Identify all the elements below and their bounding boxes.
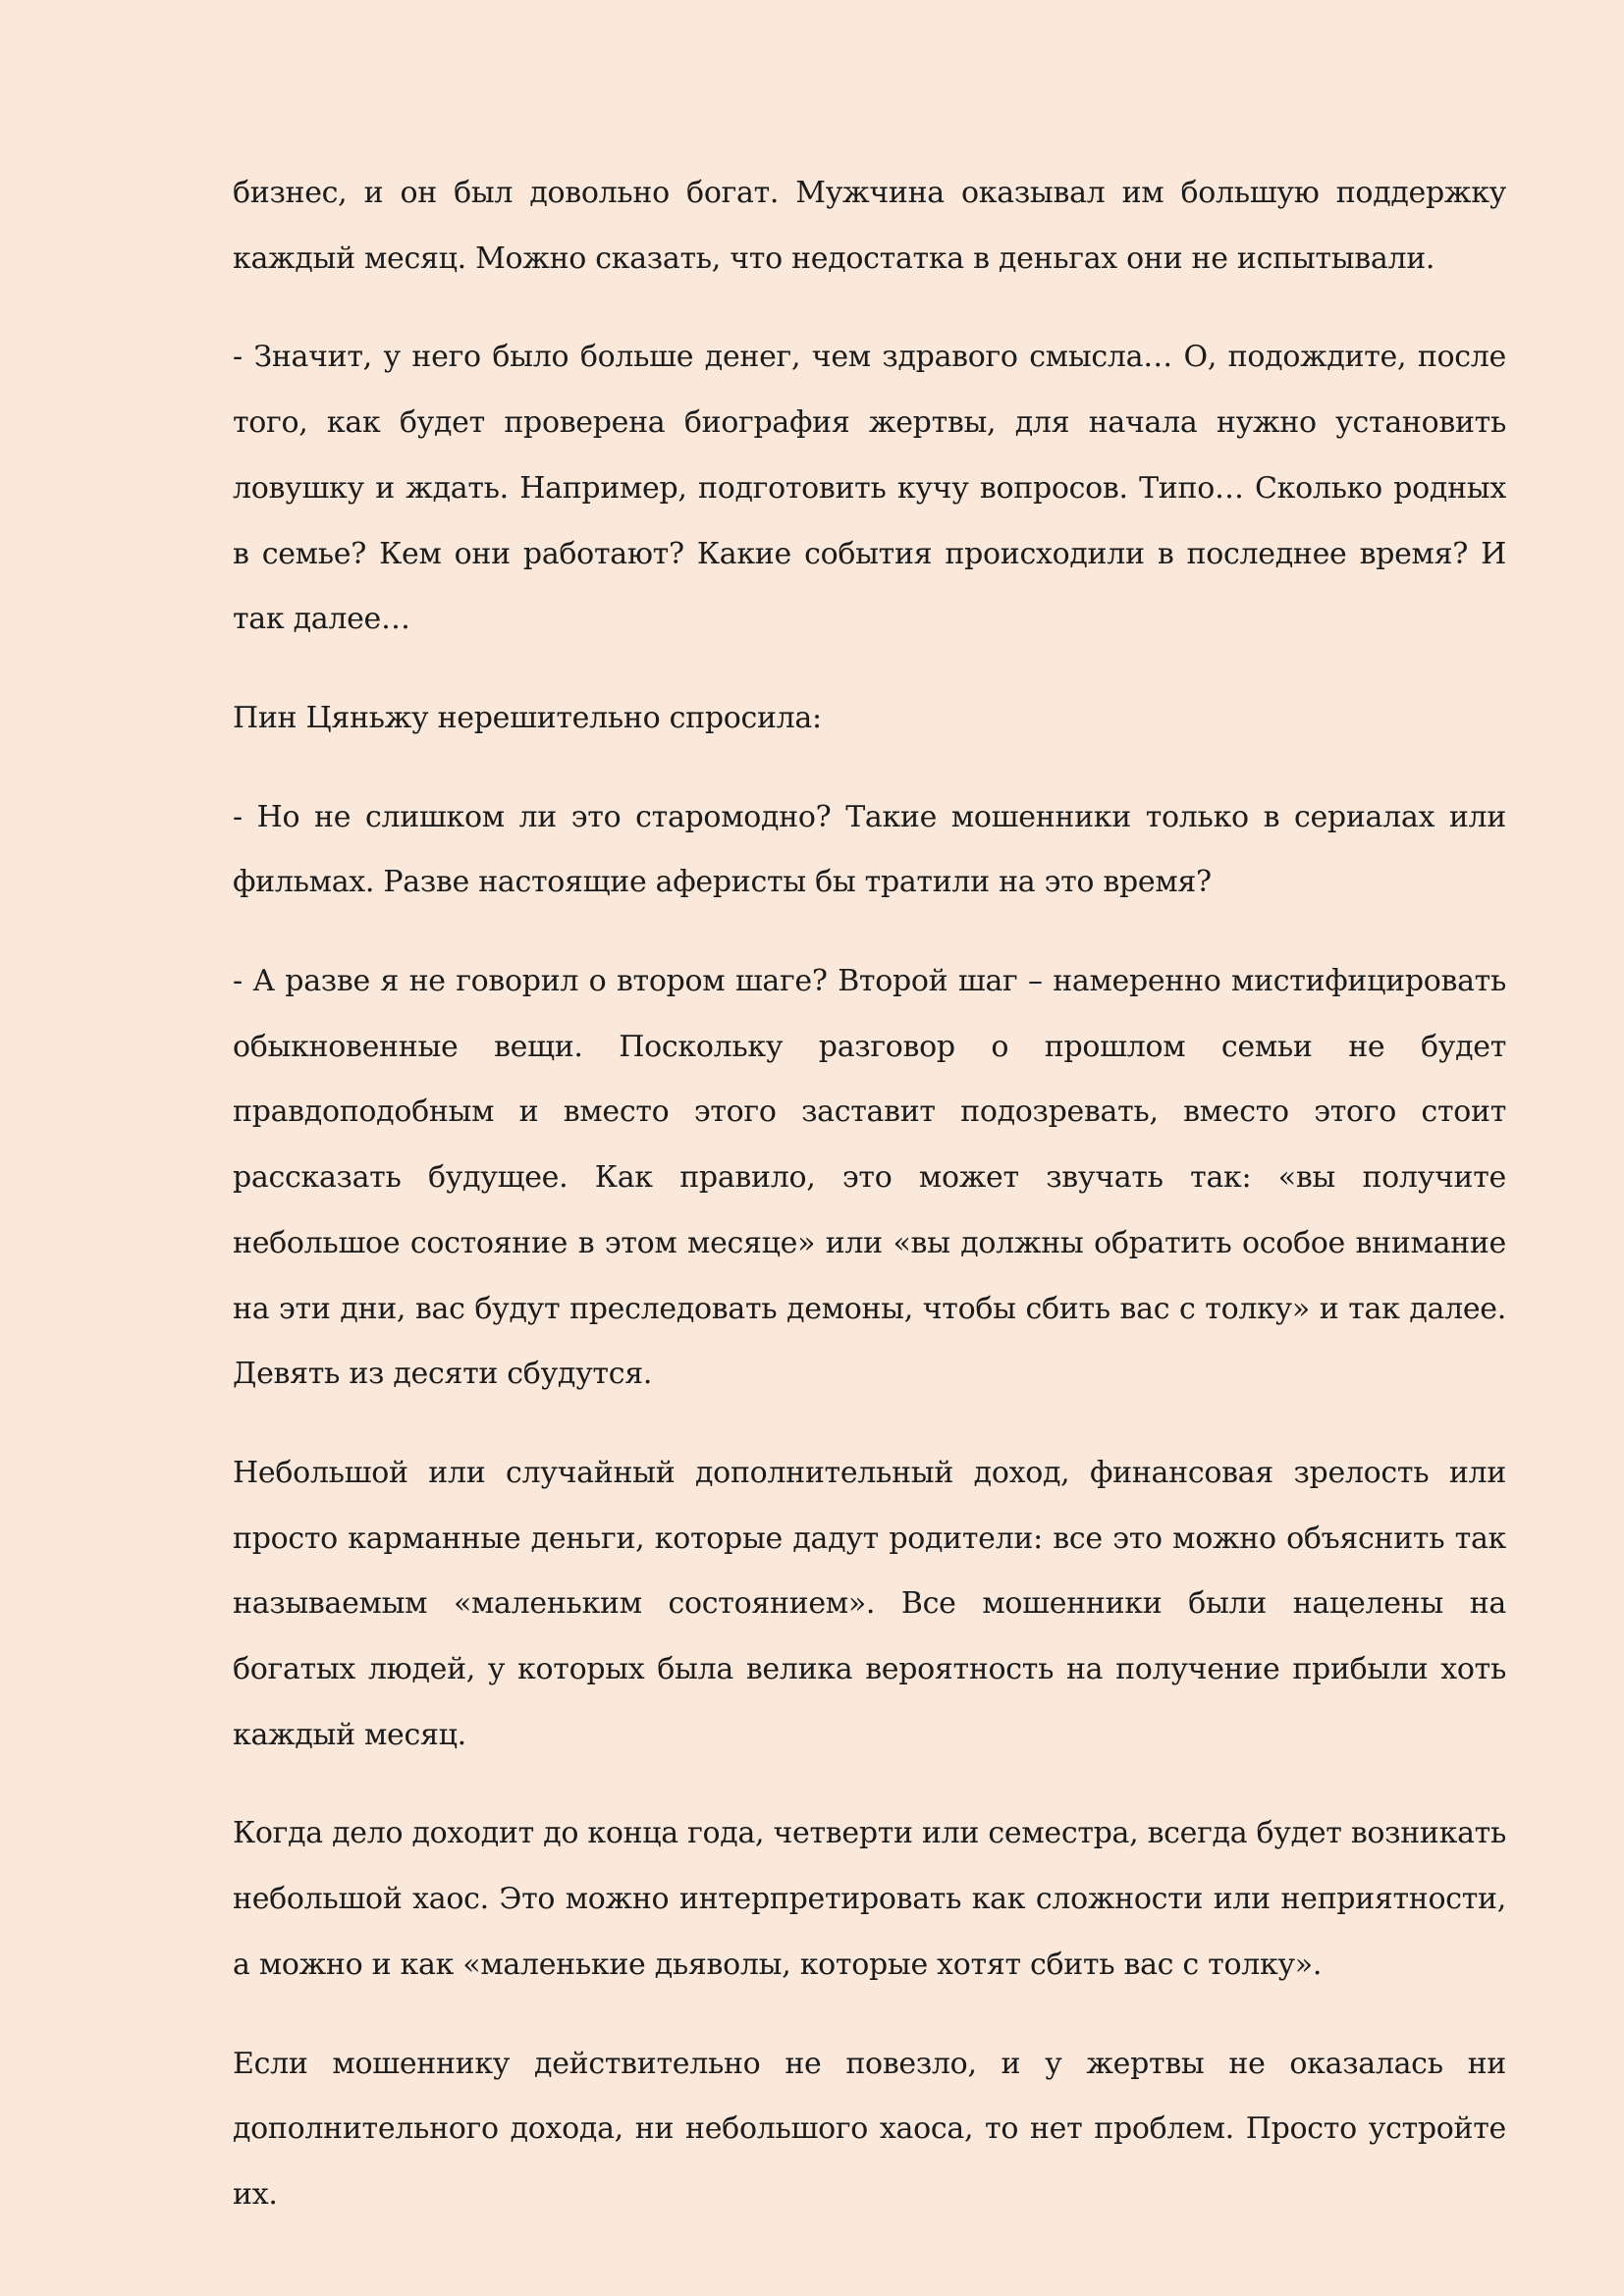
paragraph-1: бизнес, и он был довольно богат. Мужчина оказывал им большую поддержку каждый месяц. Можно сказать, что недостатка в деньгах они не испытывали.	[233, 176, 1506, 276]
paragraph-5: - А разве я не говорил о втором шаге? Второй шаг – намеренно мистифицировать обыкновенные вещи. Поскольку разговор о прошлом семьи не будет правдоподобным и вместо этого заставит подозревать, вместо этого стоит рассказать будущее. Как правило, это может звучать так: «вы получите небольшое состояние в этом месяце» или «вы должны обратить особое внимание на эти дни, вас будут преследовать демоны, чтобы сбить вас с толку» и так далее. Девять из десяти сбудутся.	[233, 964, 1506, 1392]
paragraph-2: - Значит, у него было больше денег, чем здравого смысла… О, подождите, после того, как будет проверена биография жертвы, для начала нужно установить ловушку и ждать. Например, подготовить кучу вопросов. Типо… Сколько родных в семье? Кем они работают? Какие события происходили в последнее время? И так далее…	[233, 340, 1506, 637]
paragraph-4: - Но не слишком ли это старомодно? Такие мошенники только в сериалах или фильмах. Разве настоящие аферисты бы тратили на это время?	[233, 799, 1506, 900]
page-text-body	[233, 161, 1506, 2228]
paragraph-6: Небольшой или случайный дополнительный доход, финансовая зрелость или просто карманные деньги, которые дадут родители: все это можно объяснить так называемым «маленьким состоянием». Все мошенники были нацелены на богатых людей, у которых была велика вероятность на получение прибыли хоть каждый месяц.	[233, 1455, 1506, 1752]
paragraph-8: Если мошеннику действительно не повезло, и у жертвы не оказалась ни дополнительного дохода, ни небольшого хаоса, то нет проблем. Просто устройте их.	[233, 2046, 1506, 2212]
paragraph-7: Когда дело доходит до конца года, четверти или семестра, всегда будет возникать небольшой хаос. Это можно интерпретировать как сложности или неприятности, а можно и как «маленькие дьяволы, которые хотят сбить вас с толку».	[233, 1816, 1506, 1982]
paragraph-3: Пин Цяньжу нерешительно спросила:	[233, 700, 822, 735]
